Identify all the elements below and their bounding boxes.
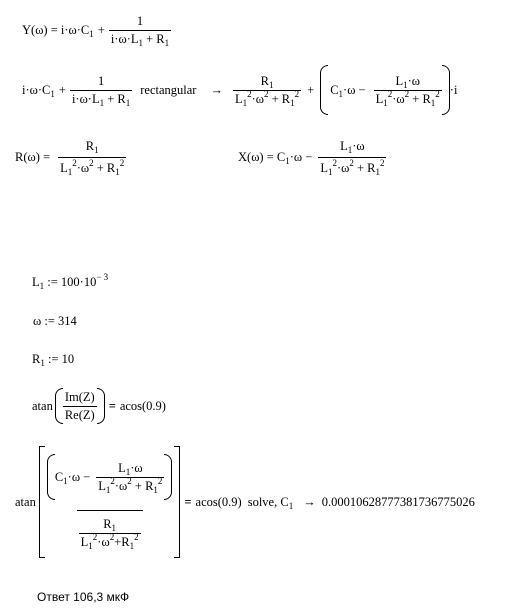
r-definition: R(ω) = $\frac{R_1}{L_1^2\cdot\omega^2 + R_1^2}$ bbox=[15, 139, 125, 177]
answer-text: Ответ 106,3 мкФ bbox=[37, 590, 130, 604]
x-definition: X(ω) = $C_1\cdot\omega$ − $\frac{L_1\cdot\omega}{L_1^2\cdot\omega^2 + R_1^2}$ bbox=[238, 139, 385, 177]
solve-equation: atan $C_1\cdot\omega$ − $\frac{L_1\cdot\omega}{L_1^2\cdot\omega^2 + R_1^2}$ $\frac{R_1}{L_1^2\cdot\omega^2+R_1^2}$ = acos(0.9) solve, $C_1$ → 0.00010628777381736775026 bbox=[15, 446, 475, 558]
y-fraction: $\frac{1}{i\cdot\omega\cdot L_1 + R_1}$ bbox=[110, 14, 170, 48]
l1-assignment: $L_1$ := $100\cdot 10^{- 3}$ bbox=[32, 272, 109, 291]
rect-real-fraction: $\frac{R_1}{L_1^2\cdot\omega^2 + R_1^2}$ bbox=[234, 73, 300, 108]
r1-assignment: $R_1$ := 10 bbox=[32, 352, 75, 368]
rectangular-expansion: $i\cdot\omega\cdot C_1$ + $\frac{1}{i\cdot\omega\cdot L_1 + R_1}$ rectangular → $\frac{R_1}{L_1^2\cdot\omega^2 + R_1^2}$ + $C_1\cdot\omega$ − $\frac{L_1\cdot\omega}{L_1^2\cdot\omega^2 + R_1^2}$ ·i bbox=[22, 65, 457, 115]
y-definition bbox=[22, 14, 171, 47]
omega-assignment: ω := 314 bbox=[33, 314, 77, 328]
rectangular-keyword: rectangular bbox=[140, 82, 197, 97]
rect-arrow: → bbox=[210, 82, 223, 97]
y-term1: $i\cdot\omega\cdot C_1$ bbox=[60, 23, 94, 39]
solve-keyword: solve, $C_1$ bbox=[247, 494, 294, 511]
atan-equation: atan $\frac{Im(Z)}{Re(Z)}$ = acos(0.9) bbox=[32, 388, 166, 424]
solve-result: 0.00010628777381736775026 bbox=[321, 494, 475, 509]
y-lhs: Y(ω) = bbox=[22, 23, 58, 37]
y-plus: + bbox=[97, 23, 105, 37]
